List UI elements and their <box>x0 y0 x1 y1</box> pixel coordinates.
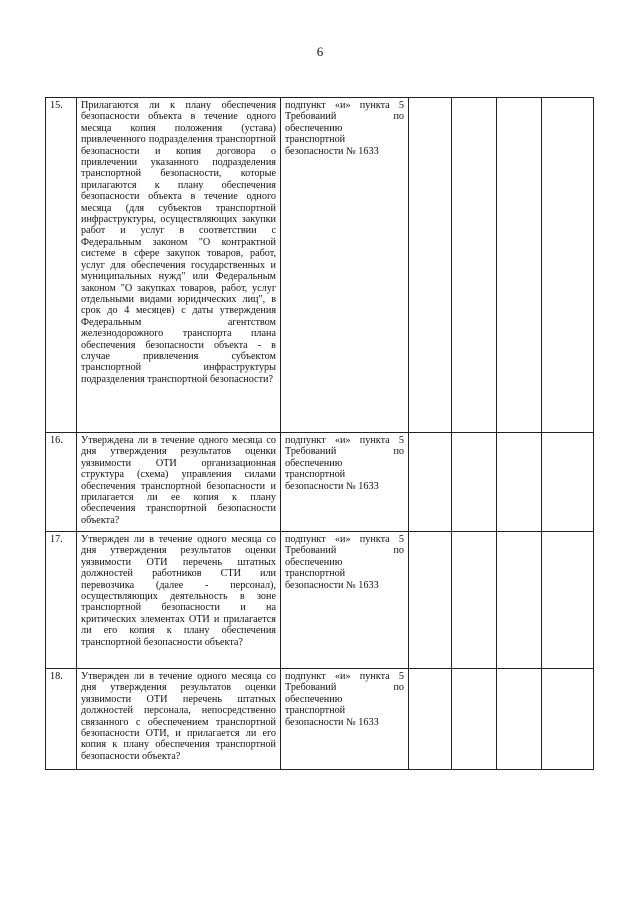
answer-cell-not-applicable[interactable] <box>497 669 542 770</box>
notes-cell[interactable] <box>542 433 594 532</box>
table-row <box>46 532 594 669</box>
reference-text: подпункт «и» пункта 5 Требований по обеспечению транспортной безопасности № 1633 <box>281 532 409 669</box>
notes-cell[interactable] <box>542 98 594 433</box>
reference-text: подпункт «и» пункта 5 Требований по обеспечению транспортной безопасности № 1633 <box>281 433 409 532</box>
answer-cell-not-applicable[interactable] <box>497 433 542 532</box>
question-text: Утвержден ли в течение одного месяца со дня утверждения результатов оценки уязвимости ОТИ перечень штатных должностей персонала, непосредственно связанного с обеспечением транспортной безопасности ОТИ, и прилагается ли его копия к плану обеспечения транспортной безопасности объекта? <box>77 669 281 770</box>
answer-cell-no[interactable] <box>452 669 497 770</box>
answer-cell-yes[interactable] <box>409 669 452 770</box>
answer-cell-no[interactable] <box>452 532 497 669</box>
answer-cell-yes[interactable] <box>409 532 452 669</box>
question-text: Утвержден ли в течение одного месяца со дня утверждения результатов оценки уязвимости ОТИ перечень штатных должностей работников СТИ или перевозчика (далее - персонал), осуществляющих деятельность в зоне транспортной безопасности и на критических элементах ОТИ и прилагается ли его копия к плану обеспечения транспортной безопасности объекта? <box>77 532 281 669</box>
table-row <box>46 669 594 770</box>
notes-cell[interactable] <box>542 532 594 669</box>
reference-text: подпункт «и» пункта 5 Требований по обеспечению транспортной безопасности № 1633 <box>281 98 409 433</box>
notes-cell[interactable] <box>542 669 594 770</box>
row-number: 15. <box>46 98 77 433</box>
checklist-table <box>45 97 594 770</box>
table-row <box>46 433 594 532</box>
answer-cell-no[interactable] <box>452 433 497 532</box>
row-number: 17. <box>46 532 77 669</box>
page-number: 6 <box>316 44 324 59</box>
answer-cell-yes[interactable] <box>409 433 452 532</box>
question-text: Утверждена ли в течение одного месяца со дня утверждения результатов оценки уязвимости ОТИ организационная структура (схема) управления силами обеспечения транспортной безопасности и прилагается ли ее копия к плану обеспечения транспортной безопасности объекта? <box>77 433 281 532</box>
question-text: Прилагаются ли к плану обеспечения безопасности объекта в течение одного месяца копия положения (устава) привлеченного подразделения транспортной безопасности и копия договора о привлечении указанного подразделения транспортной безопасности, которые прилагаются к плану обеспечения безопасности объекта в течение одного месяца (для субъектов транспортной инфраструктуры, осуществляющих закупки работ и услуг в соответствии с Федеральным законом "О контрактной системе в сфере закупок товаров, работ, услуг для обеспечения государственных и муниципальных нужд" или Федеральным законом "О закупках товаров, работ, услуг отдельными видами юридических лиц", в срок до 4 месяцев) с даты утверждения Федеральным агентством железнодорожного транспорта плана обеспечения безопасности объекта - в случае привлечения субъектом транспортной инфраструктуры подразделения транспортной безопасности? <box>77 98 281 433</box>
answer-cell-no[interactable] <box>452 98 497 433</box>
table-row <box>46 98 594 433</box>
row-number: 16. <box>46 433 77 532</box>
answer-cell-not-applicable[interactable] <box>497 532 542 669</box>
row-number: 18. <box>46 669 77 770</box>
reference-text: подпункт «и» пункта 5 Требований по обеспечению транспортной безопасности № 1633 <box>281 669 409 770</box>
answer-cell-yes[interactable] <box>409 98 452 433</box>
answer-cell-not-applicable[interactable] <box>497 98 542 433</box>
